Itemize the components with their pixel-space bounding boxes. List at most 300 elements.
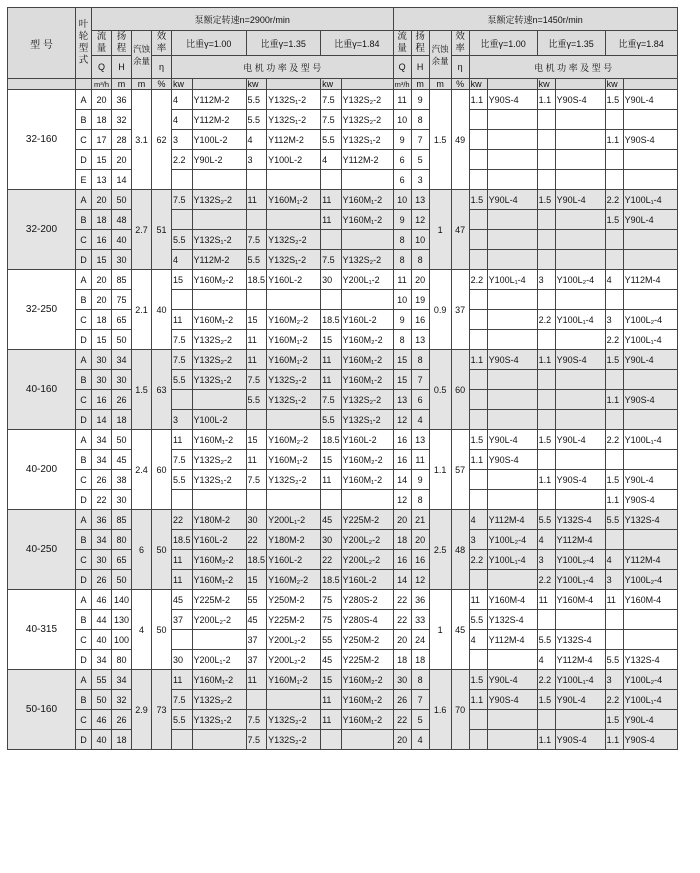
table-row	[8, 350, 678, 370]
flow-cell: 20	[92, 90, 112, 110]
kw-sg1-cell: 7.5	[172, 450, 193, 470]
kw-sg1-1450-cell: 4	[469, 510, 487, 530]
motor-sg1-1450-cell	[487, 210, 537, 230]
head-1450-cell: 10	[411, 230, 429, 250]
flow-1450-cell: 11	[393, 270, 411, 290]
kw-sg3-1450-cell: 3	[605, 670, 623, 690]
header-sg-1-1450: 比重γ=1.00	[469, 31, 537, 56]
flow-cell: 22	[92, 490, 112, 510]
flow-1450-cell: 14	[393, 570, 411, 590]
flow-1450-cell: 10	[393, 110, 411, 130]
motor-sg2-cell: Y180M-2	[267, 530, 321, 550]
impeller-cell: B	[76, 530, 92, 550]
model-cell: 50-160	[8, 670, 76, 750]
table-row	[8, 230, 678, 250]
kw-sg1-1450-cell: 2.2	[469, 550, 487, 570]
header-speed-1450: 泵额定转速n=1450r/min	[393, 8, 677, 31]
motor-sg3-1450-cell	[623, 530, 677, 550]
motor-sg2-1450-cell	[555, 390, 605, 410]
flow-cell: 55	[92, 670, 112, 690]
kw-sg2-1450-cell	[537, 410, 555, 430]
kw-sg2-cell: 45	[246, 610, 267, 630]
header-h-unit-1450: m	[411, 79, 429, 90]
header-h: H	[112, 56, 132, 79]
npsh-1450-cell: 0.9	[429, 270, 451, 350]
eff-cell: 50	[152, 590, 172, 670]
motor-sg2-1450-cell: Y90S-4	[555, 90, 605, 110]
npsh-cell: 3.1	[132, 90, 152, 190]
flow-1450-cell: 16	[393, 430, 411, 450]
impeller-cell: D	[76, 150, 92, 170]
head-1450-cell: 9	[411, 90, 429, 110]
header-npsh-1450: 汽蚀余量	[429, 31, 451, 79]
motor-sg3-1450-cell	[623, 290, 677, 310]
motor-sg3-1450-cell: Y90L-4	[623, 210, 677, 230]
flow-1450-cell: 8	[393, 230, 411, 250]
motor-sg1-1450-cell: Y90L-4	[487, 190, 537, 210]
flow-cell: 20	[92, 270, 112, 290]
motor-sg2-1450-cell: Y100L₂-4	[555, 270, 605, 290]
motor-sg1-cell: Y160M₁-2	[192, 430, 246, 450]
head-1450-cell: 7	[411, 690, 429, 710]
head-1450-cell: 8	[411, 670, 429, 690]
head-1450-cell: 9	[411, 470, 429, 490]
table-row	[8, 670, 678, 690]
kw-sg3-cell: 5.5	[321, 130, 342, 150]
motor-sg3-cell	[341, 490, 393, 510]
flow-1450-cell: 22	[393, 710, 411, 730]
head-1450-cell: 12	[411, 210, 429, 230]
motor-sg2-cell: Y132S₂-2	[267, 730, 321, 750]
table-header	[8, 8, 678, 90]
kw-sg3-cell: 7.5	[321, 90, 342, 110]
motor-sg2-cell: Y160M₁-2	[267, 330, 321, 350]
header-blank	[623, 79, 677, 90]
motor-sg3-cell: Y132S₁-2	[341, 130, 393, 150]
header-h-1450: H	[411, 56, 429, 79]
flow-cell: 34	[92, 450, 112, 470]
flow-cell: 15	[92, 250, 112, 270]
table-row	[8, 470, 678, 490]
motor-sg3-1450-cell: Y100L₁-4	[623, 190, 677, 210]
kw-sg3-1450-cell: 2.2	[605, 430, 623, 450]
kw-sg1-cell	[172, 630, 193, 650]
motor-sg2-1450-cell	[555, 150, 605, 170]
head-1450-cell: 13	[411, 430, 429, 450]
motor-sg1-1450-cell	[487, 110, 537, 130]
flow-1450-cell: 22	[393, 590, 411, 610]
motor-sg3-1450-cell	[623, 370, 677, 390]
kw-sg2-1450-cell	[537, 170, 555, 190]
head-cell: 50	[112, 190, 132, 210]
impeller-cell: C	[76, 390, 92, 410]
motor-sg2-cell: Y132S₁-2	[267, 90, 321, 110]
eff-1450-cell: 45	[451, 590, 469, 670]
head-cell: 50	[112, 570, 132, 590]
impeller-cell: C	[76, 630, 92, 650]
kw-sg1-1450-cell: 1.5	[469, 190, 487, 210]
motor-sg1-cell: Y132S₂-2	[192, 350, 246, 370]
npsh-1450-cell: 1	[429, 590, 451, 670]
eff-1450-cell: 49	[451, 90, 469, 190]
motor-sg1-1450-cell: Y90S-4	[487, 350, 537, 370]
kw-sg1-cell: 3	[172, 130, 193, 150]
motor-sg2-1450-cell	[555, 330, 605, 350]
flow-1450-cell: 12	[393, 490, 411, 510]
kw-sg1-cell: 11	[172, 550, 193, 570]
motor-sg2-1450-cell: Y100L₁-4	[555, 310, 605, 330]
motor-sg3-cell: Y250M-2	[341, 630, 393, 650]
flow-1450-cell: 9	[393, 210, 411, 230]
motor-sg1-cell	[192, 490, 246, 510]
kw-sg2-1450-cell: 1.1	[537, 730, 555, 750]
flow-cell: 44	[92, 610, 112, 630]
flow-1450-cell: 30	[393, 670, 411, 690]
motor-sg1-1450-cell	[487, 370, 537, 390]
motor-sg1-cell: Y112M-2	[192, 250, 246, 270]
motor-sg3-cell: Y160M₁-2	[341, 710, 393, 730]
kw-sg2-cell: 11	[246, 330, 267, 350]
motor-sg2-1450-cell	[555, 410, 605, 430]
motor-sg3-1450-cell: Y112M-4	[623, 270, 677, 290]
header-sg-2-1450: 比重γ=1.35	[537, 31, 605, 56]
impeller-cell: A	[76, 90, 92, 110]
motor-sg2-1450-cell: Y90S-4	[555, 730, 605, 750]
motor-sg2-1450-cell	[555, 230, 605, 250]
motor-sg3-1450-cell: Y90L-4	[623, 90, 677, 110]
motor-sg2-cell: Y132S₁-2	[267, 390, 321, 410]
flow-1450-cell: 6	[393, 170, 411, 190]
kw-sg2-1450-cell	[537, 710, 555, 730]
impeller-cell: D	[76, 730, 92, 750]
motor-sg1-1450-cell: Y90S-4	[487, 450, 537, 470]
flow-cell: 40	[92, 730, 112, 750]
head-1450-cell: 8	[411, 490, 429, 510]
kw-sg3-1450-cell	[605, 150, 623, 170]
header-motor: 电 机 功 率 及 型 号	[172, 56, 394, 79]
motor-sg3-cell: Y160M₂-2	[341, 450, 393, 470]
head-cell: 30	[112, 370, 132, 390]
flow-cell: 15	[92, 330, 112, 350]
motor-sg2-cell: Y160L-2	[267, 270, 321, 290]
motor-sg2-cell	[267, 290, 321, 310]
flow-cell: 18	[92, 110, 112, 130]
motor-sg2-1450-cell	[555, 170, 605, 190]
header-kw: kw	[172, 79, 193, 90]
header-eta-unit-1450: %	[451, 79, 469, 90]
kw-sg2-1450-cell	[537, 290, 555, 310]
kw-sg1-cell: 4	[172, 90, 193, 110]
motor-sg2-cell	[267, 410, 321, 430]
head-cell: 50	[112, 430, 132, 450]
head-cell: 50	[112, 330, 132, 350]
table-body	[8, 90, 678, 750]
impeller-cell: D	[76, 490, 92, 510]
kw-sg1-1450-cell: 1.5	[469, 430, 487, 450]
npsh-1450-cell: 1.6	[429, 670, 451, 750]
flow-cell: 16	[92, 230, 112, 250]
flow-1450-cell: 8	[393, 330, 411, 350]
motor-sg2-cell: Y132S₁-2	[267, 250, 321, 270]
kw-sg3-1450-cell	[605, 530, 623, 550]
impeller-cell: C	[76, 310, 92, 330]
kw-sg1-cell: 5.5	[172, 230, 193, 250]
table-row	[8, 170, 678, 190]
header-motor-1450: 电 机 功 率 及 型 号	[469, 56, 677, 79]
kw-sg3-cell: 11	[321, 210, 342, 230]
kw-sg2-1450-cell: 5.5	[537, 510, 555, 530]
kw-sg3-1450-cell: 2.2	[605, 690, 623, 710]
table-row	[8, 730, 678, 750]
table-row	[8, 130, 678, 150]
table-row	[8, 410, 678, 430]
kw-sg1-1450-cell: 1.1	[469, 90, 487, 110]
kw-sg3-1450-cell	[605, 630, 623, 650]
header-head: 扬程	[112, 31, 132, 56]
kw-sg2-1450-cell	[537, 130, 555, 150]
motor-sg1-1450-cell: Y132S-4	[487, 610, 537, 630]
kw-sg2-cell: 11	[246, 190, 267, 210]
kw-sg2-cell: 4	[246, 130, 267, 150]
motor-sg3-cell: Y132S₂-2	[341, 90, 393, 110]
kw-sg1-cell: 18.5	[172, 530, 193, 550]
head-cell: 14	[112, 170, 132, 190]
head-1450-cell: 6	[411, 390, 429, 410]
motor-sg2-cell: Y100L-2	[267, 150, 321, 170]
model-cell: 32-250	[8, 270, 76, 350]
kw-sg3-1450-cell	[605, 290, 623, 310]
table-row	[8, 210, 678, 230]
kw-sg1-cell: 11	[172, 310, 193, 330]
motor-sg3-cell: Y160L-2	[341, 430, 393, 450]
motor-sg2-1450-cell	[555, 290, 605, 310]
motor-sg1-1450-cell: Y100L₁-4	[487, 550, 537, 570]
flow-cell: 50	[92, 690, 112, 710]
motor-sg1-cell: Y100L-2	[192, 130, 246, 150]
table-row	[8, 430, 678, 450]
kw-sg1-cell: 30	[172, 650, 193, 670]
motor-sg2-1450-cell: Y90L-4	[555, 690, 605, 710]
motor-sg3-1450-cell: Y90S-4	[623, 130, 677, 150]
flow-1450-cell: 18	[393, 650, 411, 670]
header-q-unit: m³/h	[92, 79, 112, 90]
table-row	[8, 370, 678, 390]
kw-sg1-1450-cell	[469, 370, 487, 390]
motor-sg1-1450-cell: Y90S-4	[487, 90, 537, 110]
flow-cell: 26	[92, 470, 112, 490]
motor-sg1-cell	[192, 390, 246, 410]
head-1450-cell: 18	[411, 650, 429, 670]
motor-sg3-1450-cell	[623, 150, 677, 170]
kw-sg3-cell: 18.5	[321, 430, 342, 450]
kw-sg3-1450-cell	[605, 230, 623, 250]
table-row	[8, 190, 678, 210]
model-cell: 40-250	[8, 510, 76, 590]
kw-sg3-cell: 11	[321, 370, 342, 390]
impeller-cell: B	[76, 690, 92, 710]
motor-sg3-cell: Y200L₂-2	[341, 530, 393, 550]
motor-sg1-1450-cell: Y160M-4	[487, 590, 537, 610]
motor-sg1-cell: Y132S₁-2	[192, 370, 246, 390]
impeller-cell: D	[76, 410, 92, 430]
table-row	[8, 530, 678, 550]
header-blank	[341, 79, 393, 90]
head-1450-cell: 20	[411, 530, 429, 550]
kw-sg1-1450-cell: 1.1	[469, 350, 487, 370]
flow-1450-cell: 11	[393, 90, 411, 110]
kw-sg3-1450-cell: 4	[605, 270, 623, 290]
header-sg-3-1450: 比重γ=1.84	[605, 31, 677, 56]
impeller-cell: C	[76, 710, 92, 730]
eff-cell: 60	[152, 430, 172, 510]
kw-sg1-1450-cell	[469, 170, 487, 190]
motor-sg1-cell: Y132S₂-2	[192, 690, 246, 710]
eff-cell: 40	[152, 270, 172, 350]
kw-sg1-1450-cell	[469, 410, 487, 430]
impeller-cell: D	[76, 330, 92, 350]
table-row	[8, 150, 678, 170]
table-row	[8, 310, 678, 330]
kw-sg2-cell: 11	[246, 350, 267, 370]
kw-sg1-cell: 4	[172, 110, 193, 130]
motor-sg1-1450-cell: Y100L₁-4	[487, 270, 537, 290]
head-1450-cell: 19	[411, 290, 429, 310]
flow-1450-cell: 6	[393, 150, 411, 170]
motor-sg3-1450-cell: Y90S-4	[623, 730, 677, 750]
impeller-cell: E	[76, 170, 92, 190]
kw-sg3-1450-cell: 1.5	[605, 350, 623, 370]
header-blank	[192, 79, 246, 90]
head-1450-cell: 16	[411, 310, 429, 330]
impeller-cell: C	[76, 230, 92, 250]
head-cell: 36	[112, 90, 132, 110]
flow-cell: 30	[92, 370, 112, 390]
table-row	[8, 650, 678, 670]
motor-sg3-1450-cell: Y100L₂-4	[623, 310, 677, 330]
motor-sg2-cell: Y132S₂-2	[267, 710, 321, 730]
model-cell: 32-160	[8, 90, 76, 190]
flow-1450-cell: 14	[393, 470, 411, 490]
head-1450-cell: 20	[411, 270, 429, 290]
motor-sg3-cell: Y160M₂-2	[341, 670, 393, 690]
eff-1450-cell: 48	[451, 510, 469, 590]
head-cell: 26	[112, 710, 132, 730]
motor-sg2-1450-cell	[555, 130, 605, 150]
kw-sg2-cell: 15	[246, 570, 267, 590]
table-row	[8, 710, 678, 730]
motor-sg2-1450-cell: Y100L₁-4	[555, 670, 605, 690]
head-1450-cell: 16	[411, 550, 429, 570]
table-row	[8, 570, 678, 590]
impeller-cell: C	[76, 550, 92, 570]
eff-1450-cell: 70	[451, 670, 469, 750]
kw-sg2-cell: 5.5	[246, 110, 267, 130]
kw-sg2-1450-cell: 1.1	[537, 90, 555, 110]
head-cell: 100	[112, 630, 132, 650]
head-1450-cell: 36	[411, 590, 429, 610]
motor-sg2-cell	[267, 170, 321, 190]
motor-sg2-1450-cell: Y100L₁-4	[555, 570, 605, 590]
motor-sg2-cell: Y132S₂-2	[267, 370, 321, 390]
header-flow-1450: 流量	[393, 31, 411, 56]
header-h-unit: m	[112, 79, 132, 90]
motor-sg2-cell: Y200L₂-2	[267, 650, 321, 670]
motor-sg1-cell: Y160M₁-2	[192, 670, 246, 690]
motor-sg3-cell	[341, 290, 393, 310]
motor-sg2-1450-cell	[555, 610, 605, 630]
kw-sg3-cell: 7.5	[321, 110, 342, 130]
impeller-cell: B	[76, 610, 92, 630]
table-row	[8, 270, 678, 290]
header-kw: kw	[246, 79, 267, 90]
kw-sg3-1450-cell: 1.1	[605, 730, 623, 750]
table-row	[8, 110, 678, 130]
kw-sg1-1450-cell	[469, 130, 487, 150]
motor-sg1-1450-cell: Y112M-4	[487, 510, 537, 530]
flow-1450-cell: 18	[393, 530, 411, 550]
flow-1450-cell: 16	[393, 450, 411, 470]
kw-sg1-cell: 5.5	[172, 470, 193, 490]
kw-sg2-1450-cell	[537, 450, 555, 470]
motor-sg3-cell: Y132S₂-2	[341, 390, 393, 410]
motor-sg1-1450-cell: Y90L-4	[487, 670, 537, 690]
head-cell: 130	[112, 610, 132, 630]
head-cell: 20	[112, 150, 132, 170]
kw-sg1-cell: 11	[172, 570, 193, 590]
npsh-1450-cell: 2.5	[429, 510, 451, 590]
motor-sg1-1450-cell	[487, 490, 537, 510]
kw-sg3-cell: 11	[321, 470, 342, 490]
kw-sg3-cell: 15	[321, 450, 342, 470]
motor-sg3-cell: Y160M₁-2	[341, 190, 393, 210]
motor-sg1-cell: Y200L₁-2	[192, 650, 246, 670]
kw-sg3-1450-cell: 1.5	[605, 210, 623, 230]
flow-cell: 17	[92, 130, 112, 150]
head-1450-cell: 8	[411, 250, 429, 270]
kw-sg3-cell: 7.5	[321, 250, 342, 270]
head-cell: 48	[112, 210, 132, 230]
motor-sg2-cell: Y160M₁-2	[267, 350, 321, 370]
motor-sg2-cell: Y132S₁-2	[267, 110, 321, 130]
kw-sg1-1450-cell	[469, 230, 487, 250]
motor-sg2-cell: Y160M₂-2	[267, 430, 321, 450]
motor-sg2-1450-cell: Y90L-4	[555, 430, 605, 450]
header-kw: kw	[537, 79, 555, 90]
kw-sg1-1450-cell: 4	[469, 630, 487, 650]
motor-sg2-1450-cell	[555, 450, 605, 470]
kw-sg2-cell: 5.5	[246, 90, 267, 110]
flow-cell: 46	[92, 710, 112, 730]
flow-1450-cell: 12	[393, 410, 411, 430]
motor-sg2-cell: Y160M₁-2	[267, 670, 321, 690]
impeller-cell: A	[76, 350, 92, 370]
kw-sg1-1450-cell: 1.5	[469, 670, 487, 690]
kw-sg2-cell: 11	[246, 670, 267, 690]
motor-sg1-1450-cell	[487, 730, 537, 750]
header-kw: kw	[605, 79, 623, 90]
header-eta: η	[152, 56, 172, 79]
kw-sg1-1450-cell: 1.1	[469, 690, 487, 710]
table-row	[8, 330, 678, 350]
kw-sg1-1450-cell	[469, 390, 487, 410]
model-cell: 40-315	[8, 590, 76, 670]
kw-sg1-1450-cell: 2.2	[469, 270, 487, 290]
eff-1450-cell: 47	[451, 190, 469, 270]
kw-sg2-1450-cell: 11	[537, 590, 555, 610]
kw-sg1-1450-cell	[469, 150, 487, 170]
kw-sg2-cell	[246, 210, 267, 230]
table-row	[8, 690, 678, 710]
